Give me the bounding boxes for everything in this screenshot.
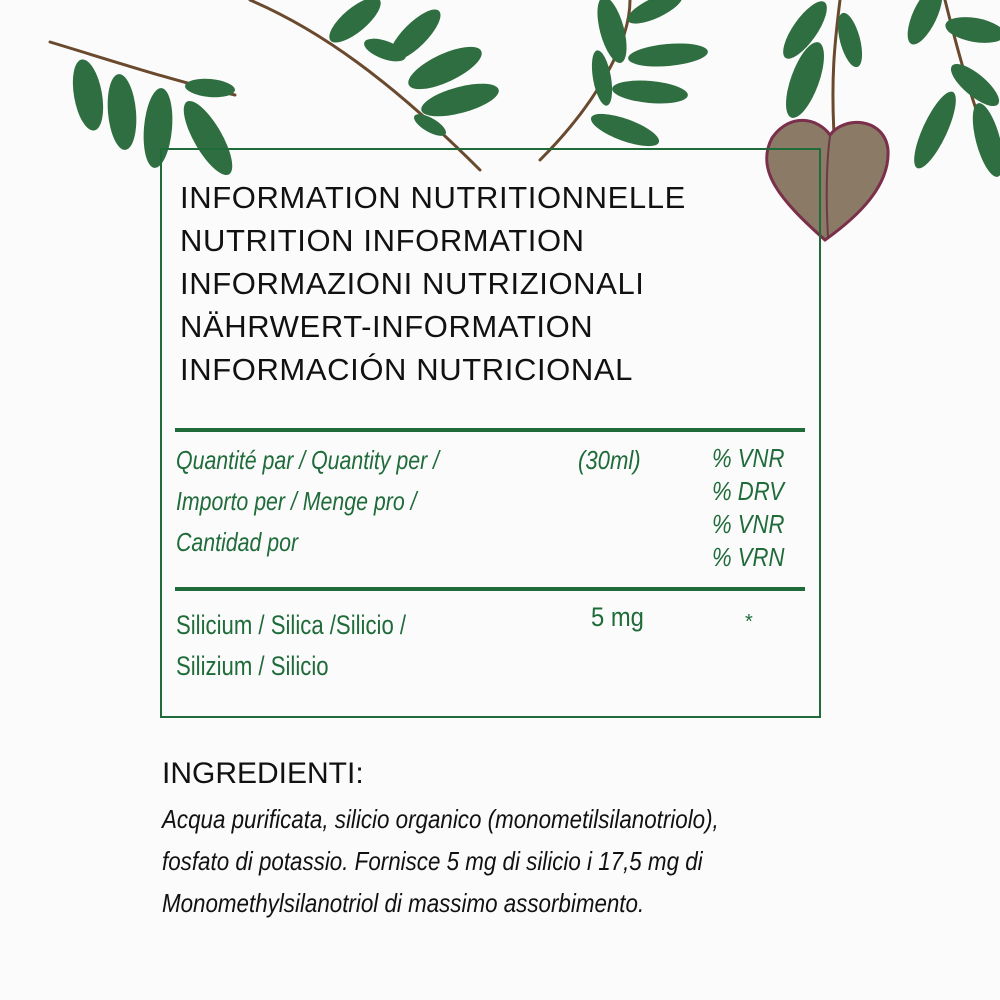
nutrient-percent: * <box>745 611 753 633</box>
ingredients-line: Monomethylsilanotriol di massimo assorbimento. <box>162 888 645 918</box>
title-spanish: INFORMACIÓN NUTRICIONAL <box>180 352 633 387</box>
title-italian: INFORMAZIONI NUTRIZIONALI <box>180 266 645 301</box>
nutrient-name-line: Silizium / Silicio <box>176 651 329 681</box>
header-label-line: Quantité par / Quantity per / <box>176 445 440 475</box>
table-header-divider <box>175 587 805 591</box>
header-label-line: Cantidad por <box>176 527 299 557</box>
nutrient-name-line: Silicium / Silica /Silicio / <box>176 610 407 640</box>
percent-label: % VNR <box>712 509 785 539</box>
header-label-line: Importo per / Menge pro / <box>176 486 417 516</box>
column-header-percent <box>712 442 784 574</box>
ingredients-text <box>162 798 719 924</box>
percent-label: % DRV <box>712 476 785 506</box>
ingredients-title: INGREDIENTI: <box>162 757 364 790</box>
nutrient-amount: 5 mg <box>591 602 644 632</box>
title-english: NUTRITION INFORMATION <box>180 223 585 258</box>
column-header-quantity <box>176 440 504 563</box>
percent-label: % VRN <box>712 542 785 572</box>
column-header-amount: (30ml) <box>578 445 641 475</box>
table-top-divider <box>175 428 805 432</box>
ingredients-line: fosfato di potassio. Fornisce 5 mg di silicio i 17,5 mg di <box>162 846 703 876</box>
nutrient-name <box>176 605 406 687</box>
ingredients-line: Acqua purificata, silicio organico (monometilsilanotriolo), <box>162 804 719 834</box>
title-french: INFORMATION NUTRITIONNELLE <box>180 180 686 215</box>
percent-label: % VNR <box>712 443 785 473</box>
title-german: NÄHRWERT-INFORMATION <box>180 309 594 344</box>
nutrition-titles <box>180 176 800 391</box>
